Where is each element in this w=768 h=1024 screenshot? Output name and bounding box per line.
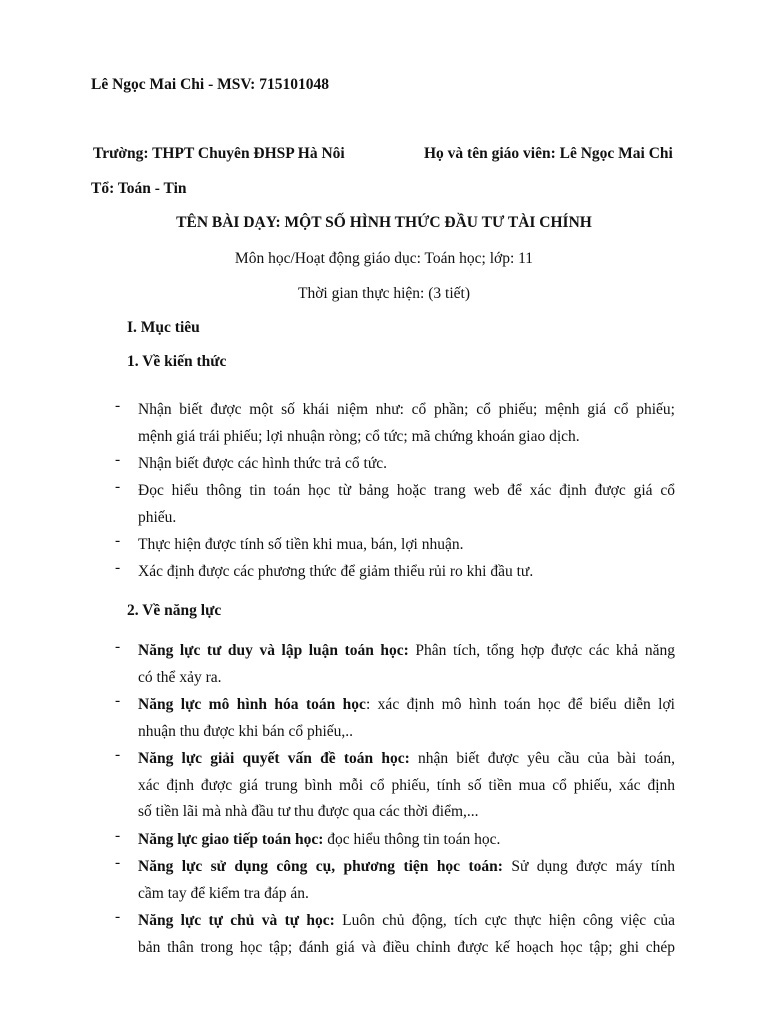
group-line: Tổ: Toán - Tin <box>91 180 187 197</box>
list-text: Năng lực tư duy và lập luận toán học: Phân tích, tổng hợp được các khả năng <box>138 642 675 659</box>
list-dash: - <box>115 827 121 844</box>
list-text: Thực hiện được tính số tiền khi mua, bán, lợi nhuận. <box>138 536 464 553</box>
list-text: mệnh giá trái phiếu; lợi nhuận ròng; cổ tức; mã chứng khoán giao dịch. <box>138 427 580 445</box>
subsection-heading-competencies: 2. Về năng lực <box>127 602 222 619</box>
list-dash: - <box>115 451 121 468</box>
teacher-line: Họ và tên giáo viên: Lê Ngọc Mai Chi <box>424 145 673 162</box>
list-dash: - <box>115 854 121 871</box>
list-dash: - <box>115 478 121 495</box>
list-text: Đọc hiểu thông tin toán học từ bảng hoặc trang web để xác định được giá cổ <box>138 482 675 499</box>
list-dash: - <box>115 532 121 549</box>
list-dash: - <box>115 638 121 655</box>
list-text: xác định được giá trung bình mỗi cổ phiếu, tính số tiền mua cổ phiếu, xác định <box>138 776 675 794</box>
list-text: Năng lực giao tiếp toán học: đọc hiểu thông tin toán học. <box>138 831 501 848</box>
list-text: Năng lực tự chủ và tự học: Luôn chủ động, tích cực thực hiện công việc của <box>138 912 675 929</box>
subject-line: Môn học/Hoạt động giáo dục: Toán học; lớp: 11 <box>234 250 534 267</box>
list-dash: - <box>115 746 121 763</box>
list-text: Nhận biết được các hình thức trả cổ tức. <box>138 455 388 472</box>
list-text: Năng lực sử dụng công cụ, phương tiện học toán: Sử dụng được máy tính <box>138 858 675 875</box>
list-text: bản thân trong học tập; đánh giá và điều chỉnh được kế hoạch học tập; ghi chép <box>138 938 675 956</box>
list-text: cầm tay để kiểm tra đáp án. <box>138 884 309 902</box>
list-dash: - <box>115 559 121 576</box>
list-dash: - <box>115 397 121 414</box>
list-text: số tiền lãi mà nhà đầu tư thu được qua các thời điểm,... <box>138 803 479 820</box>
list-dash: - <box>115 692 121 709</box>
list-text: Năng lực giải quyết vấn đề toán học: nhận biết được yêu cầu của bài toán, <box>138 750 676 767</box>
list-dash: - <box>115 908 121 925</box>
duration-line: Thời gian thực hiện: (3 tiết) <box>298 285 470 302</box>
list-text: Nhận biết được một số khái niệm như: cổ phần; cổ phiếu; mệnh giá cổ phiếu; <box>138 401 675 418</box>
list-text: Xác định được các phương thức để giảm thiểu rủi ro khi đầu tư. <box>138 563 534 580</box>
school-line: Trường: THPT Chuyên ĐHSP Hà Nôi <box>93 145 345 162</box>
subsection-heading-knowledge: 1. Về kiến thức <box>127 353 227 370</box>
author-line: Lê Ngọc Mai Chi - MSV: 715101048 <box>91 76 329 93</box>
list-text: có thể xảy ra. <box>138 668 222 686</box>
list-text: nhuận thu được khi bán cổ phiếu,.. <box>138 722 354 740</box>
list-text: Năng lực mô hình hóa toán học: xác định mô hình toán học để biểu diễn lợi <box>138 696 675 713</box>
lesson-title: TÊN BÀI DẠY: MỘT SỐ HÌNH THỨC ĐẦU TƯ TÀI CHÍNH <box>176 214 592 231</box>
list-text: phiếu. <box>138 508 177 526</box>
section-heading-objectives: I. Mục tiêu <box>127 319 200 336</box>
